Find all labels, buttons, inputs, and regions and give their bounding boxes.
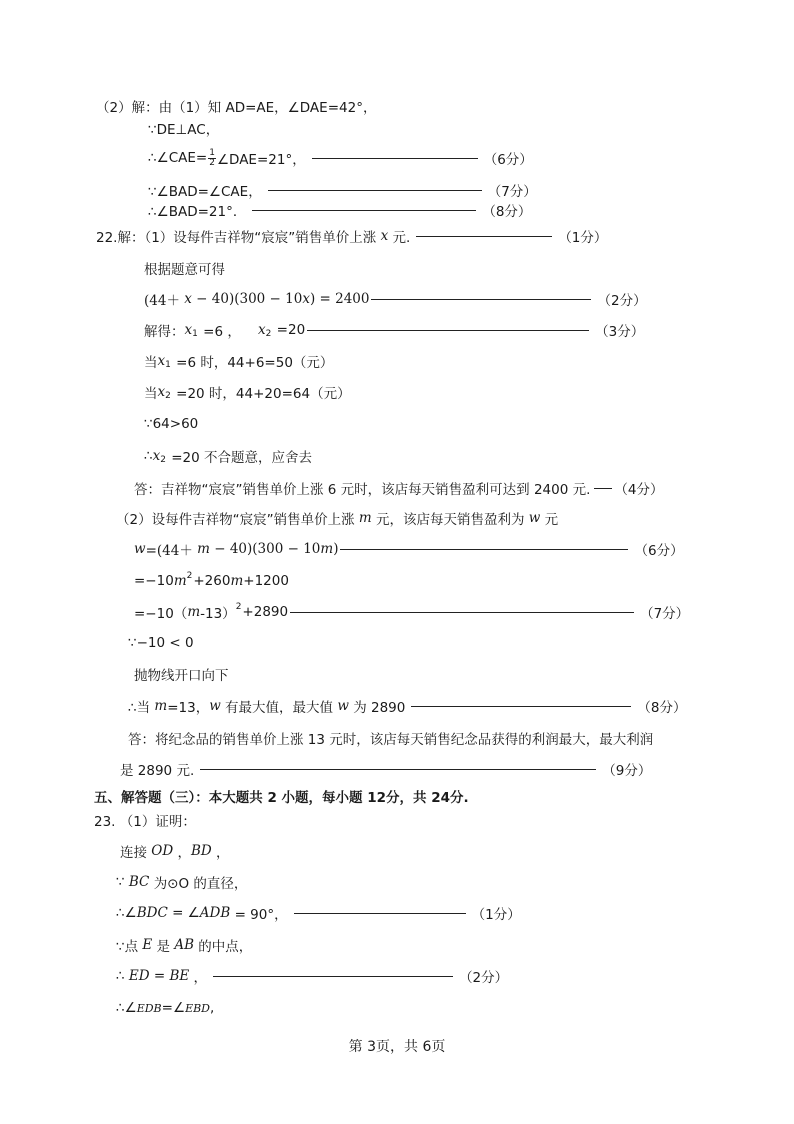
text: , xyxy=(210,1000,215,1016)
fraction-half xyxy=(208,149,216,168)
text: =13， xyxy=(167,700,210,716)
text: -13） xyxy=(200,606,236,622)
text: ∴ xyxy=(144,448,153,464)
var-adb: ADB xyxy=(199,905,231,921)
text: 元. xyxy=(388,230,411,246)
text: ∵DE⊥AC， xyxy=(148,122,220,138)
line-22-w-eq xyxy=(134,537,684,561)
score-label: （8分） xyxy=(482,204,532,220)
line-23-right-angle xyxy=(116,901,521,925)
line-22-vertex xyxy=(134,600,689,624)
line-23-ed-be xyxy=(116,964,508,988)
line-22-solve xyxy=(144,318,644,342)
text: （2）设每件吉祥物“宸宸”销售单价上涨 xyxy=(116,512,359,528)
line-22-answer-2a xyxy=(128,726,653,750)
score-leader-line xyxy=(416,236,552,237)
line-22-answer-1 xyxy=(134,476,663,500)
text: ， xyxy=(189,970,208,986)
text: ， xyxy=(173,845,191,861)
page-footer: 第 3页，共 6页 xyxy=(348,1039,446,1055)
score-leader-line xyxy=(307,330,589,331)
score-leader-line xyxy=(213,976,453,977)
text: − 40)(300 − 10 xyxy=(209,541,321,557)
text: =∠ xyxy=(161,1000,186,1016)
text: 元，该店每天销售盈利为 xyxy=(371,512,529,528)
text: ∵−10 < 0 xyxy=(128,635,194,651)
text: 23. （1）证明： xyxy=(94,814,196,830)
var-x: x xyxy=(184,291,192,307)
line-22-answer-2b xyxy=(120,757,651,781)
line-23-angles xyxy=(116,996,214,1020)
var-be: BE xyxy=(169,968,190,984)
subscript: 1 xyxy=(165,360,171,370)
text: ， xyxy=(211,845,230,861)
var-w: w xyxy=(134,541,146,557)
var-x: x xyxy=(380,228,389,244)
line-23-connect xyxy=(120,839,230,863)
text: =20 不合题意，应舍去 xyxy=(166,450,313,466)
line-22-x2 xyxy=(144,380,351,404)
score-label: （2分） xyxy=(597,293,647,309)
var-x: x xyxy=(184,322,193,338)
line-23-diameter xyxy=(116,870,247,894)
subscript: 2 xyxy=(265,329,272,339)
score-label: （3分） xyxy=(595,324,645,340)
superscript: 2 xyxy=(186,571,193,581)
text: 当 xyxy=(144,386,158,402)
var-w: w xyxy=(209,698,221,714)
line-22-neg xyxy=(128,631,194,655)
score-label: （2分） xyxy=(459,970,509,986)
var-m: m xyxy=(173,573,187,589)
text: 是 xyxy=(152,939,175,955)
var-x: x xyxy=(258,322,266,338)
line-22-by-meaning xyxy=(144,256,225,280)
text: ∵ xyxy=(116,874,129,890)
text: ∴∠CAE= xyxy=(148,150,208,166)
text: +260 xyxy=(193,573,231,589)
superscript: 2 xyxy=(235,602,242,612)
line-22-parabola xyxy=(134,662,229,686)
text: 22.解：（1）设每件吉祥物“宸宸”销售单价上涨 xyxy=(96,230,381,246)
line-section-5 xyxy=(94,784,469,808)
var-m: m xyxy=(358,510,372,526)
score-label: （1分） xyxy=(558,230,608,246)
text: ∴∠ xyxy=(116,905,137,921)
text: ∴当 xyxy=(128,700,155,716)
text: =−10（ xyxy=(134,606,188,622)
text: =20 xyxy=(272,322,306,338)
line-22-max xyxy=(128,694,686,718)
var-m: m xyxy=(187,604,201,620)
var-ab: AB xyxy=(174,937,195,953)
score-leader-line xyxy=(290,612,634,613)
score-label: （8分） xyxy=(637,700,687,716)
text: 根据题意可得 xyxy=(144,262,225,278)
text: 答：将纪念品的销售单价上涨 13 元时，该店每天销售纪念品获得的利润最大，最大利润 xyxy=(128,732,654,748)
subscript: 1 xyxy=(192,329,198,339)
text: ∴∠ xyxy=(116,1000,137,1016)
score-leader-line xyxy=(340,549,628,550)
line-22-part2 xyxy=(116,506,558,530)
text: ) = 2400 xyxy=(309,291,370,307)
text: =20 时，44+20=64（元） xyxy=(171,386,351,402)
var-e: E xyxy=(142,937,153,953)
text: ) xyxy=(333,541,339,557)
var-bd: BD xyxy=(191,843,212,859)
text: +2890 xyxy=(242,604,289,620)
var-x: x xyxy=(152,448,161,464)
section-heading: 五、解答题（三）：本大题共 2 小题，每小题 12分，共 24分. xyxy=(94,790,469,806)
text: = 90°， xyxy=(230,907,288,923)
fraction-denominator: 2 xyxy=(209,157,215,168)
text: = ∠ xyxy=(167,905,200,921)
var-w: w xyxy=(337,698,349,714)
var-edb: EDB xyxy=(136,1001,162,1015)
line-22-reject xyxy=(144,444,312,468)
score-leader-line xyxy=(312,158,478,159)
line-23-intro xyxy=(94,808,196,832)
var-x: x xyxy=(157,353,166,369)
line-21-de-perp-ac xyxy=(148,116,219,140)
var-m: m xyxy=(154,698,168,714)
text: = xyxy=(149,968,170,984)
var-m: m xyxy=(230,573,244,589)
line-21-2-intro xyxy=(96,94,376,118)
score-leader-line xyxy=(371,299,591,300)
line-22-expand xyxy=(134,569,289,593)
score-leader-line xyxy=(594,488,612,489)
line-22-compare xyxy=(144,412,198,436)
text: =6 ， xyxy=(198,324,259,340)
text: (44＋ xyxy=(144,293,185,309)
score-label: （7分） xyxy=(487,184,537,200)
var-x: x xyxy=(302,291,310,307)
subscript: 2 xyxy=(160,455,166,465)
line-22-intro xyxy=(96,224,607,248)
score-leader-line xyxy=(411,706,631,707)
var-bc: BC xyxy=(128,874,150,890)
text: 的中点， xyxy=(194,939,253,955)
var-od: OD xyxy=(151,843,174,859)
text: =(44＋ xyxy=(145,543,198,559)
text: ∴ xyxy=(116,968,129,984)
text: 当 xyxy=(144,355,158,371)
text: 解得： xyxy=(144,324,185,340)
text: ∠DAE=21°， xyxy=(216,152,306,168)
var-m: m xyxy=(197,541,210,557)
var-w: w xyxy=(528,510,541,526)
score-leader-line xyxy=(252,210,476,211)
score-leader-line xyxy=(294,913,466,914)
subscript: 2 xyxy=(165,391,171,401)
score-label: （6分） xyxy=(483,152,533,168)
score-label: （7分） xyxy=(640,606,690,622)
line-21-cae xyxy=(148,146,533,170)
line-21-bad-21 xyxy=(148,198,531,222)
var-x: x xyxy=(157,384,166,400)
text: ∵点 xyxy=(116,939,143,955)
text: 有最大值，最大值 xyxy=(220,700,338,716)
var-ebd: EBD xyxy=(185,1001,210,1015)
text: ∵64>60 xyxy=(144,416,199,432)
var-m: m xyxy=(320,541,334,557)
text: ∵∠BAD=∠CAE， xyxy=(148,184,262,200)
var-ed: ED xyxy=(128,968,150,984)
var-bdc: BDC xyxy=(136,905,168,921)
text: 是 2890 元. xyxy=(120,763,195,779)
text: − 40)(300 − 10 xyxy=(191,291,303,307)
score-label: （9分） xyxy=(602,763,652,779)
text: 答：吉祥物“宸宸”销售单价上涨 6 元时，该店每天销售盈利可达到 2400 元. xyxy=(134,482,591,498)
text: 元 xyxy=(540,512,559,528)
line-22-equation xyxy=(144,287,647,311)
line-22-x1 xyxy=(144,349,333,373)
score-label: （4分） xyxy=(614,482,664,498)
text: 抛物线开口向下 xyxy=(134,668,229,684)
text: =6 时，44+6=50（元） xyxy=(171,355,334,371)
text: 为⊙O 的直径， xyxy=(149,876,248,892)
text: 连接 xyxy=(120,845,152,861)
score-label: （6分） xyxy=(634,543,684,559)
text: +1200 xyxy=(243,573,289,589)
text: 为 2890 xyxy=(348,700,406,716)
score-leader-line xyxy=(200,769,596,770)
text: =−10 xyxy=(134,573,174,589)
text: （2）解：由（1）知 AD=AE，∠DAE=42°， xyxy=(96,100,377,116)
score-label: （1分） xyxy=(471,907,521,923)
score-leader-line xyxy=(268,190,482,191)
line-23-midpoint xyxy=(116,933,252,957)
text: ∴∠BAD=21°． xyxy=(148,204,247,220)
fraction-numerator: 1 xyxy=(209,147,215,158)
